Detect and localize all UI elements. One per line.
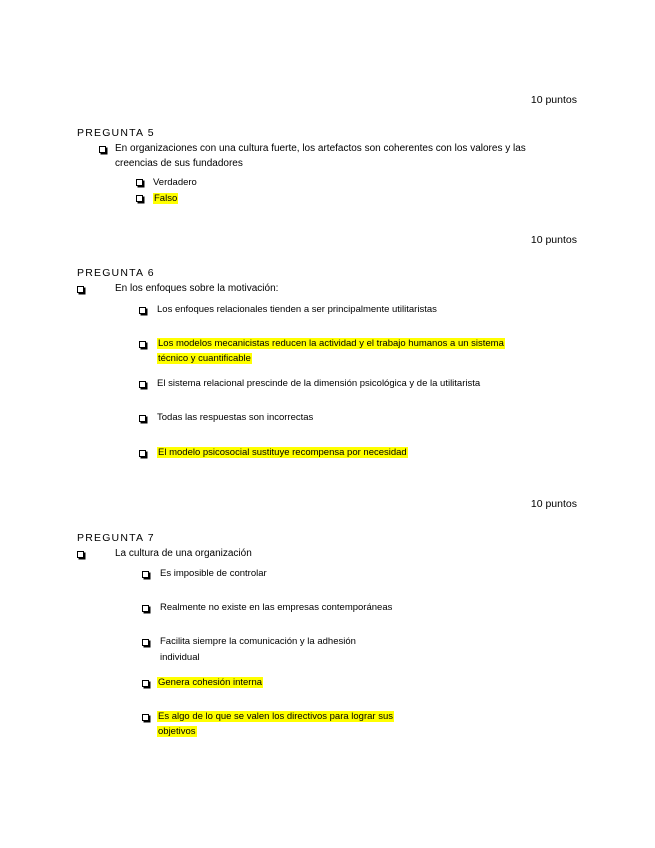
q6-option-1[interactable]: Los enfoques relacionales tienden a ser principalmente utilitaristas bbox=[157, 304, 437, 315]
highlighted-answer: El modelo psicosocial sustituye recompensa por necesidad bbox=[158, 447, 407, 458]
q6-option-4[interactable]: Todas las respuestas son incorrectas bbox=[157, 412, 314, 423]
checkbox-icon[interactable] bbox=[142, 639, 149, 646]
question-6-title: PREGUNTA 6 bbox=[77, 267, 155, 279]
question-5-stem-line2: creencias de sus fundadores bbox=[115, 158, 243, 169]
question-7-title: PREGUNTA 7 bbox=[77, 532, 155, 544]
checkbox-icon[interactable] bbox=[142, 680, 149, 687]
question-5-title: PREGUNTA 5 bbox=[77, 127, 155, 139]
highlighted-answer: Es algo de lo que se valen los directivos para lograr sus bbox=[158, 711, 393, 722]
checkbox-icon[interactable] bbox=[139, 450, 146, 457]
checkbox-bullet-icon bbox=[99, 146, 106, 153]
q7-option-5-line1[interactable] bbox=[157, 709, 394, 724]
q6-option-2-line1[interactable] bbox=[157, 336, 505, 351]
checkbox-icon[interactable] bbox=[136, 195, 143, 202]
q7-option-2[interactable]: Realmente no existe en las empresas contemporáneas bbox=[160, 602, 393, 613]
checkbox-icon[interactable] bbox=[142, 571, 149, 578]
checkbox-icon[interactable] bbox=[139, 341, 146, 348]
q5-option-falso[interactable] bbox=[153, 191, 178, 206]
checkbox-icon[interactable] bbox=[142, 714, 149, 721]
points-label: 10 puntos bbox=[530, 234, 577, 246]
highlighted-answer: Genera cohesión interna bbox=[158, 677, 263, 688]
q6-option-5[interactable] bbox=[157, 445, 408, 460]
points-label: 10 puntos bbox=[530, 94, 577, 106]
checkbox-icon[interactable] bbox=[139, 307, 146, 314]
highlighted-answer: objetivos bbox=[158, 726, 196, 737]
question-7-stem: La cultura de una organización bbox=[115, 548, 252, 559]
q6-option-3[interactable]: El sistema relacional prescinde de la dimensión psicológica y de la utilitarista bbox=[157, 378, 481, 389]
q5-option-verdadero[interactable]: Verdadero bbox=[153, 177, 197, 188]
checkbox-bullet-icon bbox=[77, 551, 84, 558]
points-label: 10 puntos bbox=[530, 498, 577, 510]
q6-option-2-line2[interactable] bbox=[157, 351, 252, 366]
highlighted-answer: técnico y cuantificable bbox=[158, 353, 251, 364]
highlighted-answer: Los modelos mecanicistas reducen la actividad y el trabajo humanos a un sistema bbox=[158, 338, 504, 349]
question-5-stem-line1: En organizaciones con una cultura fuerte, los artefactos son coherentes con los valores y las bbox=[115, 143, 526, 154]
checkbox-icon[interactable] bbox=[142, 605, 149, 612]
checkbox-icon[interactable] bbox=[136, 179, 143, 186]
q7-option-5-line2[interactable] bbox=[157, 724, 197, 739]
q7-option-3-line2[interactable]: individual bbox=[160, 652, 200, 663]
question-6-stem: En los enfoques sobre la motivación: bbox=[115, 283, 279, 294]
highlighted-answer: Falso bbox=[154, 193, 178, 204]
checkbox-icon[interactable] bbox=[139, 381, 146, 388]
q7-option-1[interactable]: Es imposible de controlar bbox=[160, 568, 267, 579]
checkbox-icon[interactable] bbox=[139, 415, 146, 422]
q7-option-4[interactable] bbox=[157, 675, 263, 690]
checkbox-bullet-icon bbox=[77, 286, 84, 293]
q7-option-3-line1[interactable]: Facilita siempre la comunicación y la adhesión bbox=[160, 636, 356, 647]
